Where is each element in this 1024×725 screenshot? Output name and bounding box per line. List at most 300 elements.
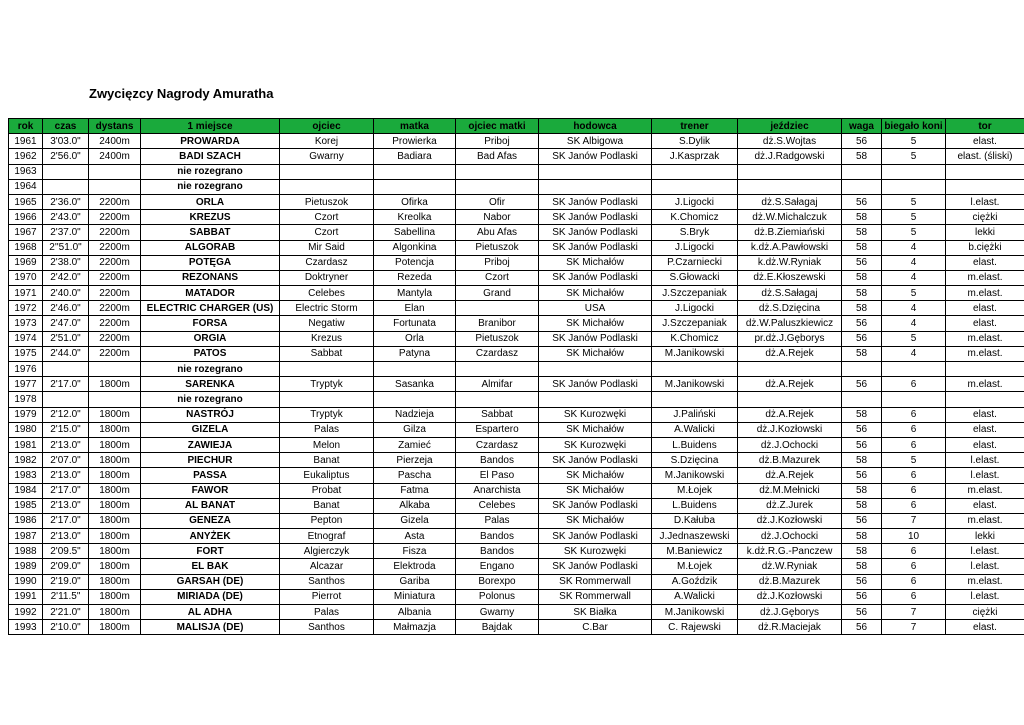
table-cell: nie rozegrano xyxy=(141,392,280,407)
table-cell: pr.dż.J.Gęborys xyxy=(738,331,842,346)
table-cell: 2'40.0" xyxy=(43,286,89,301)
table-cell xyxy=(738,179,842,194)
table-cell: Prowierka xyxy=(374,134,456,149)
table-cell: Czardasz xyxy=(456,346,539,361)
winners-table xyxy=(8,118,1024,635)
table-cell: 6 xyxy=(882,468,946,483)
table-cell: 6 xyxy=(882,544,946,559)
table-cell xyxy=(946,179,1024,194)
table-cell: 5 xyxy=(882,210,946,225)
table-cell xyxy=(738,164,842,179)
table-cell: POTĘGA xyxy=(141,255,280,270)
table-cell xyxy=(280,392,374,407)
table-cell: dż.J.Ochocki xyxy=(738,529,842,544)
table-cell: M.Baniewicz xyxy=(652,544,738,559)
table-cell: Santhos xyxy=(280,574,374,589)
column-header: biegało koni xyxy=(882,119,946,134)
table-cell: 7 xyxy=(882,513,946,528)
table-cell: Pierzeja xyxy=(374,453,456,468)
table-cell: Gizela xyxy=(374,513,456,528)
table-cell xyxy=(89,392,141,407)
table-cell: M.Łojek xyxy=(652,559,738,574)
table-cell: Alkaba xyxy=(374,498,456,513)
table-cell: SK Janów Podlaski xyxy=(539,498,652,513)
table-cell: 1966 xyxy=(9,210,43,225)
table-cell: 56 xyxy=(842,605,882,620)
table-cell: SK Michałów xyxy=(539,255,652,270)
table-cell: 56 xyxy=(842,316,882,331)
table-cell: 1978 xyxy=(9,392,43,407)
table-cell: 56 xyxy=(842,620,882,635)
column-header: ojciec matki xyxy=(456,119,539,134)
table-cell: Fortunata xyxy=(374,316,456,331)
table-cell: 56 xyxy=(842,437,882,452)
table-cell: 2200m xyxy=(89,331,141,346)
table-cell: ELECTRIC CHARGER (US) xyxy=(141,301,280,316)
table-row xyxy=(9,483,1024,498)
table-cell: lekki xyxy=(946,529,1024,544)
table-cell: dż.J.Kozłowski xyxy=(738,422,842,437)
table-cell: 1800m xyxy=(89,422,141,437)
column-header: czas xyxy=(43,119,89,134)
table-row xyxy=(9,179,1024,194)
table-cell: 4 xyxy=(882,255,946,270)
table-cell: Bad Afas xyxy=(456,149,539,164)
table-cell: dż.A.Rejek xyxy=(738,468,842,483)
table-cell: Orla xyxy=(374,331,456,346)
table-cell: 1800m xyxy=(89,529,141,544)
table-cell: dż.S.Dzięcina xyxy=(738,301,842,316)
table-cell: MIRIADA (DE) xyxy=(141,589,280,604)
table-cell xyxy=(882,362,946,377)
table-cell: 2'07.0" xyxy=(43,453,89,468)
table-row xyxy=(9,589,1024,604)
table-cell: SK Michałów xyxy=(539,346,652,361)
table-cell: Espartero xyxy=(456,422,539,437)
table-cell: 2'13.0" xyxy=(43,468,89,483)
table-cell: 6 xyxy=(882,483,946,498)
table-cell: Nabor xyxy=(456,210,539,225)
table-cell: Celebes xyxy=(280,286,374,301)
table-cell: Korej xyxy=(280,134,374,149)
table-row xyxy=(9,240,1024,255)
table-cell xyxy=(946,362,1024,377)
table-cell: ORGIA xyxy=(141,331,280,346)
table-cell: Sabbat xyxy=(456,407,539,422)
table-cell: 2'47.0" xyxy=(43,316,89,331)
table-cell: K.Chomicz xyxy=(652,210,738,225)
table-cell: ZAWIEJA xyxy=(141,437,280,452)
table-cell: Almifar xyxy=(456,377,539,392)
column-header: dystans xyxy=(89,119,141,134)
table-cell: 2'38.0" xyxy=(43,255,89,270)
table-cell: nie rozegrano xyxy=(141,362,280,377)
table-cell: l.elast. xyxy=(946,468,1024,483)
table-cell: 2200m xyxy=(89,210,141,225)
table-cell: J.Ligocki xyxy=(652,240,738,255)
table-cell: lekki xyxy=(946,225,1024,240)
table-cell: Badiara xyxy=(374,149,456,164)
table-cell: Bandos xyxy=(456,529,539,544)
table-cell: elast. xyxy=(946,316,1024,331)
table-cell: C.Bar xyxy=(539,620,652,635)
table-cell: L.Buidens xyxy=(652,437,738,452)
table-cell: SK Janów Podlaski xyxy=(539,270,652,285)
table-cell: Nadzieja xyxy=(374,407,456,422)
table-cell: Bandos xyxy=(456,544,539,559)
table-cell: 2''51.0" xyxy=(43,240,89,255)
table-cell: 58 xyxy=(842,270,882,285)
table-cell xyxy=(456,362,539,377)
table-header-row xyxy=(9,119,1024,134)
table-row xyxy=(9,620,1024,635)
table-cell: dż.J.Kozłowski xyxy=(738,513,842,528)
table-row xyxy=(9,529,1024,544)
table-cell xyxy=(652,392,738,407)
table-cell: 6 xyxy=(882,589,946,604)
table-cell: 2200m xyxy=(89,316,141,331)
table-cell: 1977 xyxy=(9,377,43,392)
table-cell: 1988 xyxy=(9,544,43,559)
table-cell: k.dż.R.G.-Panczew xyxy=(738,544,842,559)
table-cell: KREZUS xyxy=(141,210,280,225)
table-cell: Negatiw xyxy=(280,316,374,331)
table-cell: S.Bryk xyxy=(652,225,738,240)
table-cell: Engano xyxy=(456,559,539,574)
table-cell xyxy=(280,362,374,377)
table-cell: 2'37.0" xyxy=(43,225,89,240)
table-row xyxy=(9,194,1024,209)
table-cell: USA xyxy=(539,301,652,316)
table-cell: 2'13.0" xyxy=(43,437,89,452)
table-cell: SK Michałów xyxy=(539,483,652,498)
table-cell: l.elast. xyxy=(946,544,1024,559)
table-cell: 56 xyxy=(842,422,882,437)
table-cell: 2'42.0" xyxy=(43,270,89,285)
table-cell: 2'15.0" xyxy=(43,422,89,437)
table-row xyxy=(9,513,1024,528)
table-cell: M.Janikowski xyxy=(652,605,738,620)
table-row xyxy=(9,437,1024,452)
table-cell: 58 xyxy=(842,498,882,513)
table-cell: 1800m xyxy=(89,589,141,604)
table-cell: 6 xyxy=(882,377,946,392)
table-cell: SK Janów Podlaski xyxy=(539,377,652,392)
table-row xyxy=(9,422,1024,437)
table-cell: dż.M.Mełnicki xyxy=(738,483,842,498)
column-header: hodowca xyxy=(539,119,652,134)
table-cell: SK Michałów xyxy=(539,422,652,437)
table-row xyxy=(9,210,1024,225)
table-cell: 1961 xyxy=(9,134,43,149)
table-cell: 2200m xyxy=(89,286,141,301)
table-cell: 4 xyxy=(882,346,946,361)
column-header: trener xyxy=(652,119,738,134)
table-cell: Electric Storm xyxy=(280,301,374,316)
table-cell: 7 xyxy=(882,620,946,635)
table-cell: J.Ligocki xyxy=(652,194,738,209)
table-cell: 1962 xyxy=(9,149,43,164)
table-cell: 1969 xyxy=(9,255,43,270)
table-cell: K.Chomicz xyxy=(652,331,738,346)
table-cell: 56 xyxy=(842,589,882,604)
table-cell: SK Janów Podlaski xyxy=(539,225,652,240)
table-cell: M.Janikowski xyxy=(652,468,738,483)
table-cell: Gariba xyxy=(374,574,456,589)
table-cell: dż.J.Gęborys xyxy=(738,605,842,620)
table-cell: 2200m xyxy=(89,240,141,255)
table-cell: 1800m xyxy=(89,605,141,620)
table-cell: ANYŻEK xyxy=(141,529,280,544)
table-cell: PASSA xyxy=(141,468,280,483)
table-cell: MALISJA (DE) xyxy=(141,620,280,635)
table-cell: Mantyla xyxy=(374,286,456,301)
table-cell: 1975 xyxy=(9,346,43,361)
table-row xyxy=(9,331,1024,346)
table-cell: m.elast. xyxy=(946,513,1024,528)
table-cell: ciężki xyxy=(946,605,1024,620)
table-cell: Potencja xyxy=(374,255,456,270)
table-cell: 2'19.0" xyxy=(43,574,89,589)
table-cell: Probat xyxy=(280,483,374,498)
table-cell xyxy=(882,164,946,179)
table-cell: 1800m xyxy=(89,483,141,498)
table-cell: dż.R.Maciejak xyxy=(738,620,842,635)
table-cell: 1984 xyxy=(9,483,43,498)
table-cell: 1983 xyxy=(9,468,43,483)
table-cell: l.elast. xyxy=(946,559,1024,574)
table-cell: nie rozegrano xyxy=(141,164,280,179)
table-cell: J.Szczepaniak xyxy=(652,316,738,331)
table-cell: SK Janów Podlaski xyxy=(539,149,652,164)
table-row xyxy=(9,149,1024,164)
table-cell: Gwarny xyxy=(456,605,539,620)
table-cell: SK Michałów xyxy=(539,468,652,483)
table-cell: SK Kurozwęki xyxy=(539,544,652,559)
table-cell: dż.A.Rejek xyxy=(738,407,842,422)
table-cell: 1800m xyxy=(89,453,141,468)
table-cell xyxy=(738,362,842,377)
table-cell: 5 xyxy=(882,149,946,164)
table-cell: 2200m xyxy=(89,255,141,270)
table-cell: Patyna xyxy=(374,346,456,361)
table-cell: Sasanka xyxy=(374,377,456,392)
table-cell: 2400m xyxy=(89,149,141,164)
table-cell: ciężki xyxy=(946,210,1024,225)
table-cell: k.dż.W.Ryniak xyxy=(738,255,842,270)
table-cell: dż.A.Rejek xyxy=(738,377,842,392)
table-cell: Pietuszok xyxy=(456,240,539,255)
table-row xyxy=(9,225,1024,240)
table-cell: elast. xyxy=(946,255,1024,270)
table-cell: 2'36.0" xyxy=(43,194,89,209)
table-row xyxy=(9,392,1024,407)
table-cell: Sabbat xyxy=(280,346,374,361)
table-cell: 2'09.5" xyxy=(43,544,89,559)
table-cell: Pietuszok xyxy=(280,194,374,209)
table-cell: 1986 xyxy=(9,513,43,528)
table-cell: SARENKA xyxy=(141,377,280,392)
table-cell: 58 xyxy=(842,483,882,498)
table-cell xyxy=(539,179,652,194)
table-cell: 56 xyxy=(842,574,882,589)
table-cell: Palas xyxy=(280,605,374,620)
table-cell: dż.J.Ochocki xyxy=(738,437,842,452)
table-cell: 1800m xyxy=(89,377,141,392)
table-cell xyxy=(882,179,946,194)
table-cell: Gwarny xyxy=(280,149,374,164)
table-cell: Czardasz xyxy=(280,255,374,270)
table-cell: Pietuszok xyxy=(456,331,539,346)
table-row xyxy=(9,453,1024,468)
table-cell: dż.Z.Jurek xyxy=(738,498,842,513)
table-cell xyxy=(456,301,539,316)
table-cell: 1800m xyxy=(89,498,141,513)
table-cell: Tryptyk xyxy=(280,377,374,392)
table-cell xyxy=(280,164,374,179)
table-cell: J.Paliński xyxy=(652,407,738,422)
table-cell: 5 xyxy=(882,331,946,346)
table-cell: El Paso xyxy=(456,468,539,483)
table-body xyxy=(9,134,1024,635)
table-cell: b.ciężki xyxy=(946,240,1024,255)
table-cell: NASTRÓJ xyxy=(141,407,280,422)
table-cell: ORLA xyxy=(141,194,280,209)
table-cell: M.Janikowski xyxy=(652,346,738,361)
table-cell: elast. xyxy=(946,620,1024,635)
table-cell: Alcazar xyxy=(280,559,374,574)
table-cell: A.Walicki xyxy=(652,422,738,437)
table-cell: 1800m xyxy=(89,620,141,635)
table-row xyxy=(9,316,1024,331)
table-cell: 1970 xyxy=(9,270,43,285)
table-cell: Pierrot xyxy=(280,589,374,604)
table-cell: D.Kałuba xyxy=(652,513,738,528)
table-cell: 1800m xyxy=(89,437,141,452)
table-cell: 2'51.0" xyxy=(43,331,89,346)
table-cell: M.Janikowski xyxy=(652,377,738,392)
table-cell: 58 xyxy=(842,453,882,468)
table-cell: J.Jednaszewski xyxy=(652,529,738,544)
table-cell: dż.A.Rejek xyxy=(738,346,842,361)
table-cell: 5 xyxy=(882,286,946,301)
column-header: rok xyxy=(9,119,43,134)
table-cell: Bajdak xyxy=(456,620,539,635)
table-cell: 1972 xyxy=(9,301,43,316)
table-cell: 58 xyxy=(842,544,882,559)
table-cell: Abu Afas xyxy=(456,225,539,240)
table-cell: Algierczyk xyxy=(280,544,374,559)
table-cell: SK Białka xyxy=(539,605,652,620)
table-cell: FORSA xyxy=(141,316,280,331)
table-cell: 1993 xyxy=(9,620,43,635)
table-cell xyxy=(89,179,141,194)
table-cell xyxy=(43,362,89,377)
table-cell: 2'12.0" xyxy=(43,407,89,422)
table-cell: S.Dylik xyxy=(652,134,738,149)
table-cell: Miniatura xyxy=(374,589,456,604)
table-cell: 2'13.0" xyxy=(43,498,89,513)
table-cell xyxy=(43,164,89,179)
table-cell xyxy=(842,164,882,179)
table-cell: Elan xyxy=(374,301,456,316)
table-cell xyxy=(456,392,539,407)
table-cell: dż.S.Wojtas xyxy=(738,134,842,149)
table-cell: 2'56.0" xyxy=(43,149,89,164)
table-cell: Borexpo xyxy=(456,574,539,589)
table-cell: SK Janów Podlaski xyxy=(539,194,652,209)
table-cell: Celebes xyxy=(456,498,539,513)
table-cell: Polonus xyxy=(456,589,539,604)
table-cell xyxy=(882,392,946,407)
table-cell: S.Głowacki xyxy=(652,270,738,285)
table-cell: 3'03.0" xyxy=(43,134,89,149)
table-cell: Fisza xyxy=(374,544,456,559)
table-cell xyxy=(89,362,141,377)
table-cell: 1963 xyxy=(9,164,43,179)
table-cell: 1964 xyxy=(9,179,43,194)
table-cell: 1987 xyxy=(9,529,43,544)
table-cell: SK Janów Podlaski xyxy=(539,559,652,574)
table-cell: Gilza xyxy=(374,422,456,437)
table-cell xyxy=(539,362,652,377)
table-cell: Priboj xyxy=(456,255,539,270)
table-row xyxy=(9,574,1024,589)
table-cell: Branibor xyxy=(456,316,539,331)
table-cell: Sabellina xyxy=(374,225,456,240)
table-cell: M.Łojek xyxy=(652,483,738,498)
table-cell: Albania xyxy=(374,605,456,620)
table-cell: A.Goździk xyxy=(652,574,738,589)
table-cell xyxy=(652,362,738,377)
table-cell: SK Albigowa xyxy=(539,134,652,149)
table-row xyxy=(9,346,1024,361)
table-cell: Czardasz xyxy=(456,437,539,452)
table-cell: SK Janów Podlaski xyxy=(539,529,652,544)
table-cell: Anarchista xyxy=(456,483,539,498)
table-cell: m.elast. xyxy=(946,483,1024,498)
table-cell: 4 xyxy=(882,316,946,331)
table-cell: 1800m xyxy=(89,544,141,559)
table-cell xyxy=(738,392,842,407)
table-cell: dż.S.Sałagaj xyxy=(738,286,842,301)
table-cell: SK Kurozwęki xyxy=(539,437,652,452)
table-cell: dż.B.Mazurek xyxy=(738,453,842,468)
table-cell: elast. xyxy=(946,407,1024,422)
table-cell: 2'10.0" xyxy=(43,620,89,635)
table-cell: elast. xyxy=(946,301,1024,316)
table-cell xyxy=(842,362,882,377)
table-cell: ALGORAB xyxy=(141,240,280,255)
table-cell xyxy=(652,179,738,194)
table-cell: SK Michałów xyxy=(539,316,652,331)
table-cell: 2200m xyxy=(89,301,141,316)
table-cell: dż.J.Kozłowski xyxy=(738,589,842,604)
table-row xyxy=(9,134,1024,149)
table-cell: 6 xyxy=(882,498,946,513)
table-cell: 2400m xyxy=(89,134,141,149)
table-cell: m.elast. xyxy=(946,331,1024,346)
table-cell: 2'09.0" xyxy=(43,559,89,574)
table-cell: 58 xyxy=(842,149,882,164)
table-cell: Zamieć xyxy=(374,437,456,452)
table-cell: 1990 xyxy=(9,574,43,589)
table-cell: 1971 xyxy=(9,286,43,301)
table-cell: 56 xyxy=(842,513,882,528)
table-cell: 2'43.0" xyxy=(43,210,89,225)
table-cell: MATADOR xyxy=(141,286,280,301)
table-cell: 1976 xyxy=(9,362,43,377)
